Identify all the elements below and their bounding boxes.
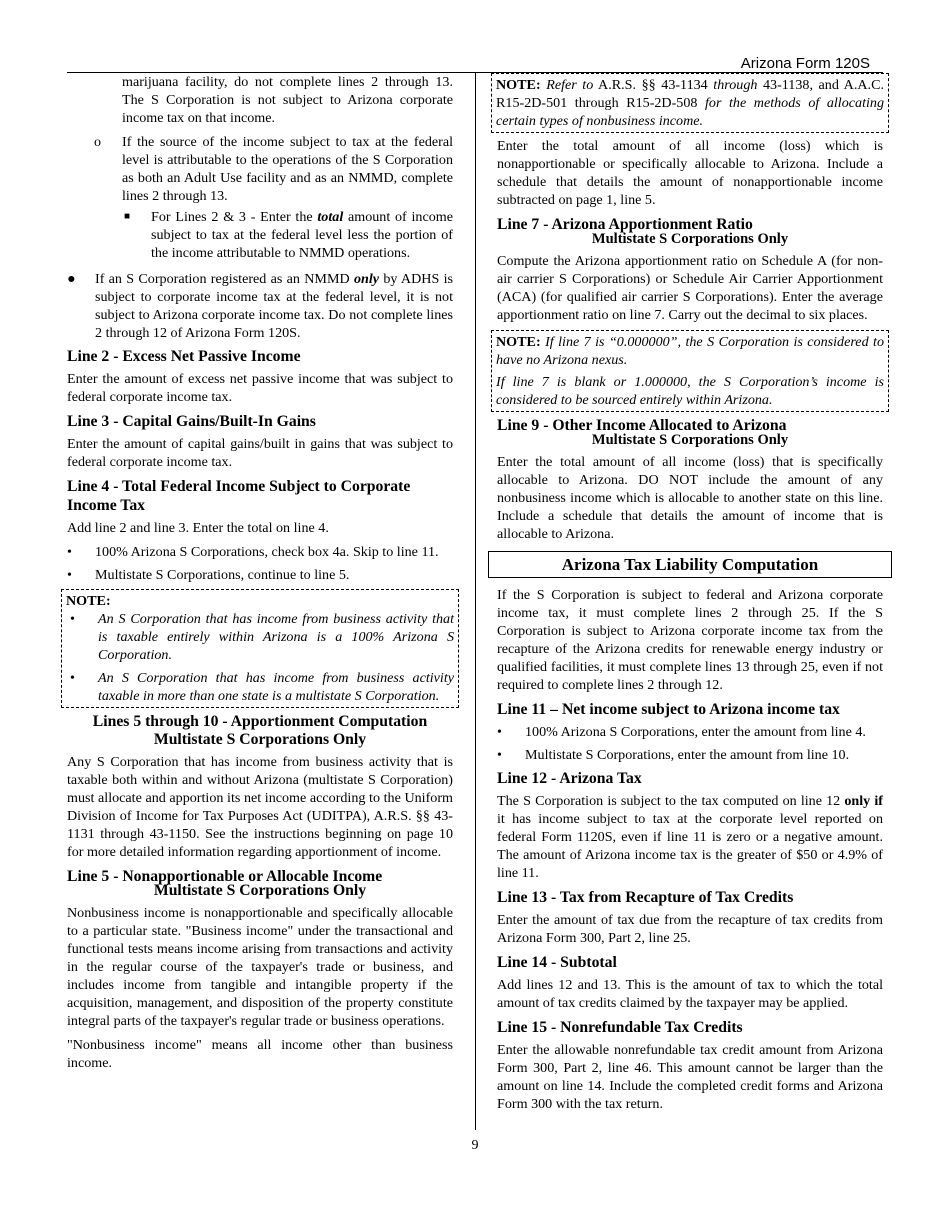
form-title: Arizona Form 120S xyxy=(740,55,870,72)
line5-heading: Line 5 - Nonapportionable or Allocable Income xyxy=(67,868,383,885)
line7-subheading: Multistate S Corporations Only xyxy=(591,231,789,247)
line5-continued: Enter the total amount of all income (loss) which is nonapportionable or specifically allocable to Arizona. Include a schedule that details the amount of nonapportionable income subtracted on page 1, line 5. xyxy=(497,138,883,208)
page-number: 9 xyxy=(471,1138,479,1153)
bullet-icon: ● xyxy=(67,271,76,287)
section-text: If the S Corporation is subject to federal and Arizona corporate income tax, it must complete lines 2 through 25. If the S Corporation is subject to Arizona corporate income tax from the recapture of the Arizona credits for renewable energy industry or qualified facilities, it must complete lines 13 through 25, even if not required to complete lines 2 through 12. xyxy=(497,587,883,693)
line5-text: Nonbusiness income is nonapportionable and specifically allocable to a particular state. "Business income" under the transactional and functional tests means income arising from transactions and activity in the regular course of the taxpayer's trade or business, and includes income from tangible and intangible property if the acquisition, management, and disposition of the property constitute integral parts of the taxpayer's regular trade or business operations. xyxy=(67,905,453,1029)
line15-text: Enter the allowable nonrefundable tax credit amount from Arizona Form 300, Part 2, line 46. This amount cannot be larger than the amount on line 14. Include the completed credit forms and Arizona Form 300 with the tax return. xyxy=(497,1042,883,1112)
line5-subheading: Multistate S Corporations Only xyxy=(153,882,367,899)
line13-text: Enter the amount of tax due from the recapture of tax credits from Arizona Form 300, Part 2, line 25. xyxy=(497,912,883,946)
line11-heading: Line 11 – Net income subject to Arizona income tax xyxy=(497,701,840,718)
line4-text: Add line 2 and line 3. Enter the total on line 4. xyxy=(67,520,329,536)
bullet-icon: • xyxy=(70,611,75,627)
line5-10-text: Any S Corporation that has income from business activity that is taxable both within and without Arizona (multistate S Corporation) must allocate and apportion its net income according to the Uniform Division of Income for Tax Purposes Act (UDITPA), A.R.S. §§ 43-1131 through 43-1150. See the instructions beginning on page 10 for more detailed information regarding apportionment of income. xyxy=(67,754,453,860)
circle-list-item: o If the source of the income subject to tax at the federal level is attributable to the operations of the S Corporation as both an Adult Use facility and as an NMMD, complete lines 2 through 13. xyxy=(94,134,453,204)
circle-bullet-icon: o xyxy=(94,134,102,150)
line2-text: Enter the amount of excess net passive income that was subject to federal corporate income tax. xyxy=(67,371,453,405)
column-divider xyxy=(475,72,476,1130)
line12-heading: Line 12 - Arizona Tax xyxy=(497,770,642,787)
line9-text: Enter the total amount of all income (loss) that is specifically allocable to Arizona. DO NOT include the amount of any nonbusiness income which is allocable to another state on this line. Include a schedule that details the amount of income that is allocable to Arizona. xyxy=(497,454,883,542)
line15-heading: Line 15 - Nonrefundable Tax Credits xyxy=(497,1019,743,1036)
note-label: NOTE: xyxy=(66,593,111,609)
note-box: NOTE: Refer to A.R.S. §§ 43-1134 through 43-1138, and A.A.C. R15-2D-501 through R15-2D-508 for the methods of allocating certain types of nonbusiness income. xyxy=(491,73,889,133)
bullet-icon: • xyxy=(67,544,72,560)
bullet-icon: • xyxy=(497,747,502,763)
line5-10-heading: Lines 5 through 10 - Apportionment Computation xyxy=(92,713,428,730)
line7-text: Compute the Arizona apportionment ratio on Schedule A (for non-air carrier S Corporations) or Schedule Air Carrier Apportionment (ACA) (for qualified air carrier S Corporations). Enter the average apportionment ratio on line 7. Carry out the decimal to six places. xyxy=(497,253,883,323)
line2-heading: Line 2 - Excess Net Passive Income xyxy=(67,348,301,365)
line3-text: Enter the amount of capital gains/built in gains that was subject to federal corporate income tax. xyxy=(67,436,453,470)
bullet-icon: • xyxy=(70,670,75,686)
line9-subheading: Multistate S Corporations Only xyxy=(591,432,789,448)
line9-heading: Line 9 - Other Income Allocated to Arizona xyxy=(497,417,787,434)
line4-heading: Line 4 - Total Federal Income Subject to Corporate Income Tax xyxy=(67,478,411,514)
nmmd-bullet: ● If an S Corporation registered as an NMMD only by ADHS is subject to corporate income tax at the federal level, it is not subject to Arizona corporate income tax. Do not complete lines 2 through 12 of Arizona Form 120S. xyxy=(67,271,453,341)
line5-10-subheading: Multistate S Corporations Only xyxy=(153,731,367,748)
note-label: NOTE: xyxy=(496,334,541,350)
list-item: • 100% Arizona S Corporations, check box 4a. Skip to line 11. xyxy=(67,544,439,560)
bullet-icon: • xyxy=(67,567,72,583)
note-box xyxy=(61,589,459,708)
note-box: NOTE: If line 7 is “0.000000”, the S Corporation is considered to have no Arizona nexus. If line 7 is blank or 1.000000, the S Corporation’s income is considered to be sourced entirely within Arizona. xyxy=(491,330,889,412)
square-list-item: ■ For Lines 2 & 3 - Enter the total amount of income subject to tax at the federal level less the portion of the income attributable to NMMD operations. xyxy=(124,209,453,261)
line12-text: The S Corporation is subject to the tax computed on line 12 only if it has income subject to tax at the corporate level reported on federal Form 1120S, even if line 11 is zero or a negative amount. The amount of Arizona income tax is the greater of $50 or 4.9% of line 11. xyxy=(497,793,883,881)
continued-paragraph: marijuana facility, do not complete lines 2 through 13. The S Corporation is not subject to Arizona corporate income tax on that income. xyxy=(122,74,453,126)
list-item: • Multistate S Corporations, continue to line 5. xyxy=(67,567,350,583)
left-column xyxy=(67,73,453,1078)
line7-heading: Line 7 - Arizona Apportionment Ratio xyxy=(497,216,753,233)
line14-text: Add lines 12 and 13. This is the amount of tax to which the total amount of tax credits claimed by the taxpayer may be applied. xyxy=(497,977,883,1011)
line14-heading: Line 14 - Subtotal xyxy=(497,954,617,971)
square-bullet-icon: ■ xyxy=(124,211,131,222)
right-column xyxy=(497,73,883,1119)
note-label: NOTE: xyxy=(496,77,541,93)
bullet-icon: • xyxy=(497,724,502,740)
list-item: • Multistate S Corporations, enter the amount from line 10. xyxy=(497,747,850,763)
note-item: • An S Corporation that has income from business activity taxable in more than one state is a multistate S Corporation. xyxy=(70,670,454,704)
section-title: Arizona Tax Liability Computation xyxy=(488,551,892,578)
list-item: • 100% Arizona S Corporations, enter the amount from line 4. xyxy=(497,724,866,740)
line3-heading: Line 3 - Capital Gains/Built-In Gains xyxy=(67,413,316,430)
line5-text-2: "Nonbusiness income" means all income other than business income. xyxy=(67,1037,453,1071)
line13-heading: Line 13 - Tax from Recapture of Tax Credits xyxy=(497,889,794,906)
note-item: • An S Corporation that has income from business activity that is taxable entirely within Arizona is a 100% Arizona S Corporation. xyxy=(70,611,454,663)
